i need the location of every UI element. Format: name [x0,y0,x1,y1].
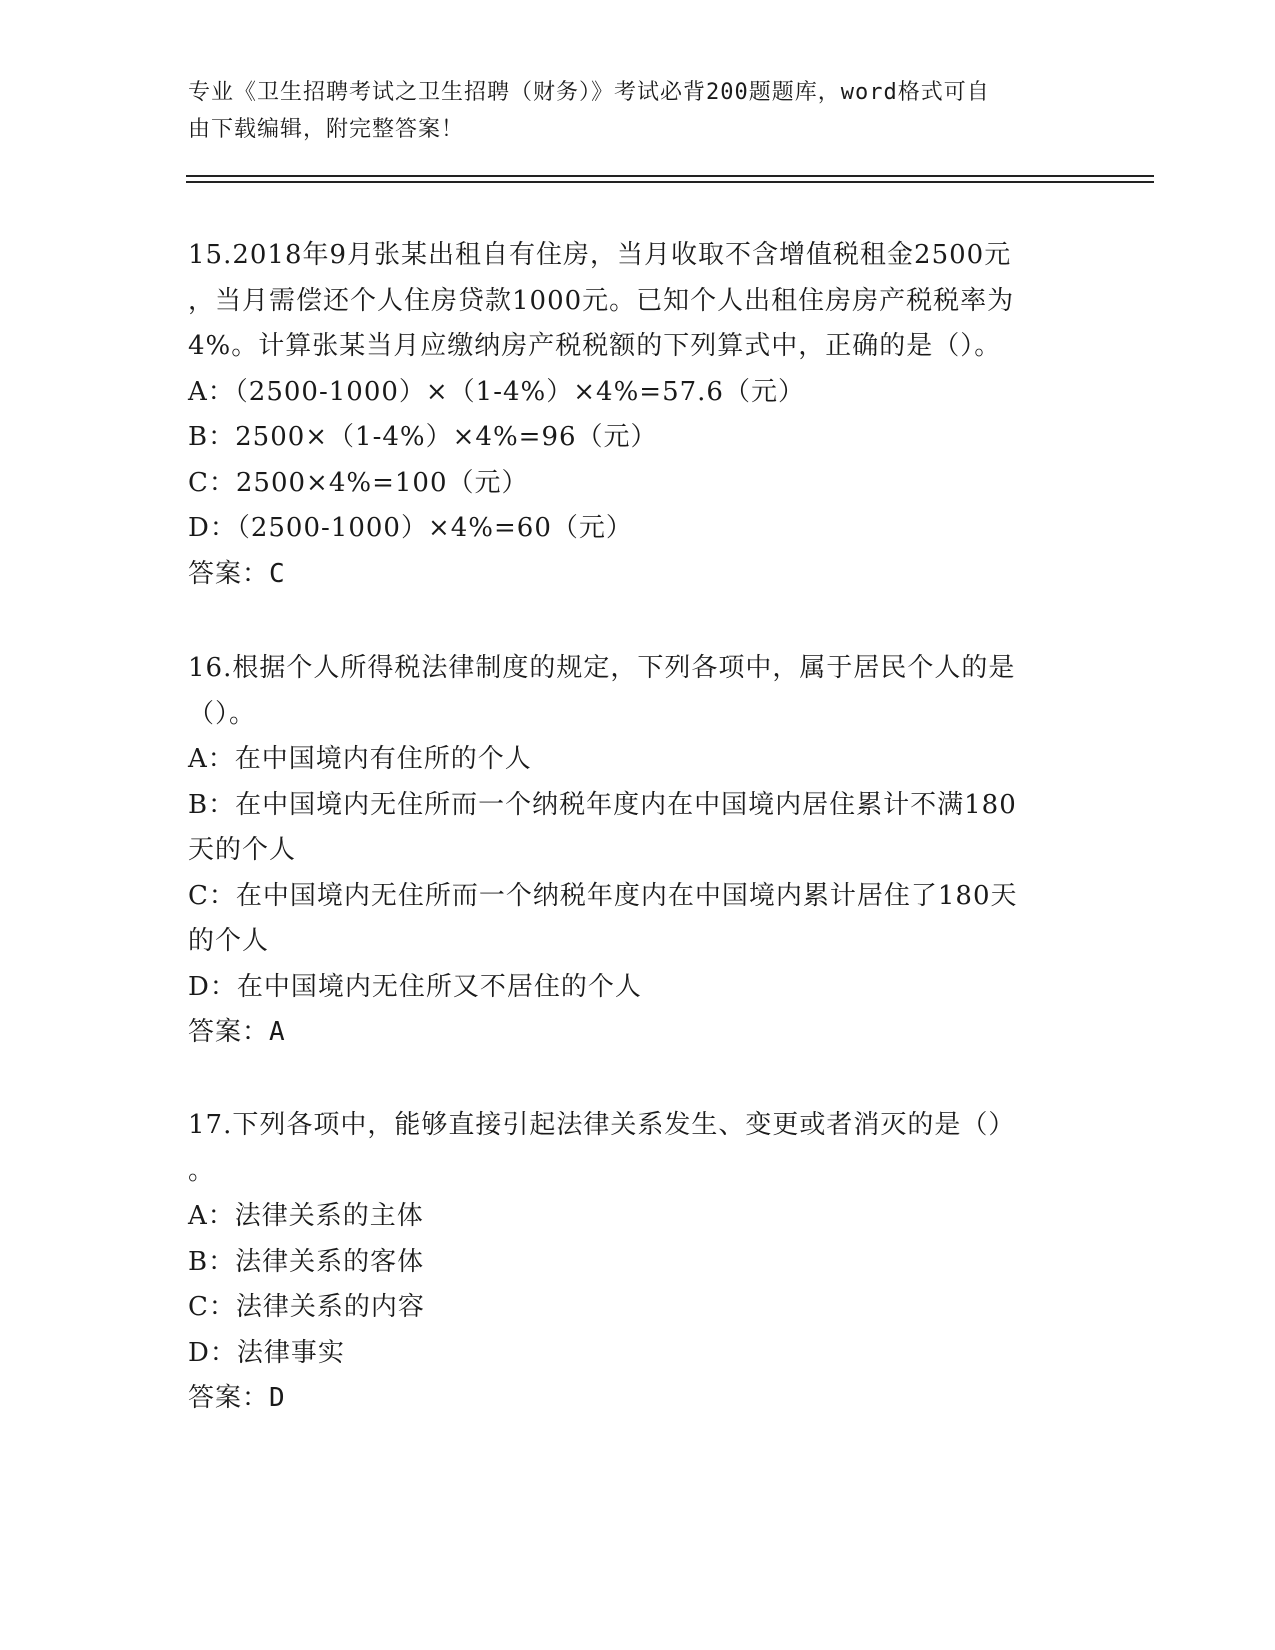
option-c-continued: 的个人 [188,926,270,956]
question-stem-line: 15.2018年9月张某出租自有住房，当月收取不含增值税租金2500元 [188,240,1012,270]
header-divider-top [186,175,1154,177]
document-header [188,74,1068,148]
option-c: C：2500×4%=100（元） [188,467,529,498]
question-16 [188,646,1088,1056]
option-b: B：在中国境内无住所而一个纳税年度内在中国境内居住累计不满180 [188,789,1017,820]
option-b: B：法律关系的客体 [188,1246,425,1277]
option-c: C：在中国境内无住所而一个纳税年度内在中国境内累计居住了180天 [188,880,1018,911]
question-17 [188,1103,1088,1422]
question-stem-line: 17.下列各项中，能够直接引起法律关系发生、变更或者消灭的是（） [188,1110,1016,1140]
answer-label: 答案：C [188,558,286,589]
option-d: D：在中国境内无住所又不居住的个人 [188,971,642,1002]
option-b-continued: 天的个人 [188,835,297,865]
question-15 [188,233,1088,597]
question-stem-line: 。 [188,1155,216,1186]
header-divider-bottom [186,181,1154,183]
question-stem-line: 16.根据个人所得税法律制度的规定，下列各项中，属于居民个人的是 [188,653,1016,683]
option-a: A：在中国境内有住所的个人 [188,744,532,774]
option-a: A：（2500-1000）×（1-4%）×4%=57.6（元） [188,376,805,407]
header-line-1: 专业《卫生招聘考试之卫生招聘（财务）》考试必背200题题库，word格式可自 [188,80,990,105]
option-d: D：法律事实 [188,1337,345,1368]
option-c: C：法律关系的内容 [188,1292,425,1322]
option-b: B：2500×（1-4%）×4%=96（元） [188,422,658,452]
answer-label: 答案：A [188,1017,286,1047]
question-stem-line: ，当月需偿还个人住房贷款1000元。已知个人出租住房房产税税率为 [188,285,1015,316]
option-a: A：法律关系的主体 [188,1201,424,1231]
option-d: D：（2500-1000）×4%=60（元） [188,513,633,543]
question-stem-line: （）。 [188,698,257,729]
question-stem-line: 4%。计算张某当月应缴纳房产税税额的下列算式中，正确的是（）。 [188,331,1002,361]
answer-label: 答案：D [188,1383,286,1413]
header-line-2: 由下载编辑，附完整答案！ [188,117,465,142]
